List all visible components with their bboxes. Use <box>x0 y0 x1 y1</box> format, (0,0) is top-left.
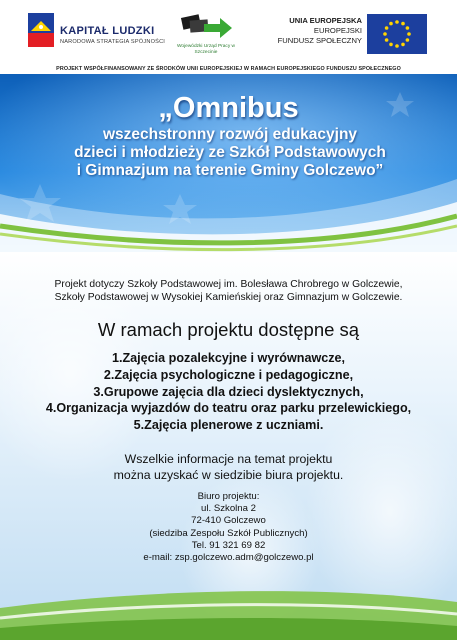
info-text <box>0 452 457 483</box>
subtitle-line: wszechstronny rozwój edukacyjny <box>102 126 358 143</box>
subtitle-line: dzieci i młodzieży ze Szkół Podstawowych <box>74 144 386 161</box>
activities-list <box>0 350 457 434</box>
eu-line2: EUROPEJSKI <box>313 26 362 35</box>
list-item: 2.Zajęcia psychologiczne i pedagogiczne, <box>103 367 354 382</box>
info-line: można uzyskać w siedzibie biura projektu. <box>113 467 344 482</box>
kapital-ludzki-title: KAPITAŁ LUDZKI <box>60 25 155 37</box>
list-item: 3.Grupowe zajęcia dla dzieci dyslektycznych, <box>93 384 364 399</box>
wup-logo-icon <box>176 12 236 44</box>
info-line: Wszelkie informacje na temat projektu <box>124 452 333 466</box>
contact-block <box>0 491 457 564</box>
list-item: 1.Zajęcia pozalekcyjne i wyrównawcze, <box>111 351 346 365</box>
eu-line3: FUNDUSZ SPOŁECZNY <box>277 36 362 45</box>
title-banner <box>0 74 457 252</box>
body-background <box>0 252 457 640</box>
contact-heading: Biuro projektu: <box>197 491 260 502</box>
project-line: Projekt dotyczy Szkoły Podstawowej im. Bolesława Chrobrego w Golczewie, <box>54 279 403 290</box>
eu-text <box>258 16 362 46</box>
contact-city: 72-410 Golczewo <box>191 515 266 527</box>
wup-caption: Wojewódzki Urząd Pracy w Szczecinie <box>176 44 236 55</box>
eu-line1: UNIA EUROPEJSKA <box>289 16 362 25</box>
kapital-ludzki-subtitle: NARODOWA STRATEGIA SPÓJNOŚCI <box>60 39 166 45</box>
subtitle-line: i Gimnazjum na terenie Gminy Golczewo” <box>76 162 384 179</box>
logo-strip <box>0 0 457 62</box>
contact-phone: Tel. 91 321 69 82 <box>191 539 266 551</box>
available-heading: W ramach projektu dostępne są <box>97 319 360 340</box>
project-line: Szkoły Podstawowej w Wysokiej Kamieńskiej oraz Gimnazjum w Golczewie. <box>54 292 403 303</box>
poster-title: „Omnibus <box>158 92 299 124</box>
poster-subtitle <box>30 126 430 180</box>
list-item: 4.Organizacja wyjazdów do teatru oraz parku przelewickiego, <box>45 401 412 416</box>
contact-seat: (siedziba Zespołu Szkół Publicznych) <box>149 527 308 539</box>
list-item: 5.Zajęcia plenerowe z uczniami. <box>133 418 324 433</box>
contact-email: e-mail: zsp.golczewo.adm@golczewo.pl <box>143 552 314 564</box>
cofinancing-note: PROJEKT WSPÓŁFINANSOWANY ZE ŚRODKÓW UNII EUROPEJSKIEJ W RAMACH EUROPEJSKIEGO FUNDUSZU SPOŁECZNEGO <box>56 66 401 72</box>
eu-flag-icon <box>367 14 427 54</box>
kapital-ludzki-flag-icon <box>28 13 54 47</box>
project-description <box>20 278 437 304</box>
contact-street: ul. Szkolna 2 <box>201 503 256 515</box>
